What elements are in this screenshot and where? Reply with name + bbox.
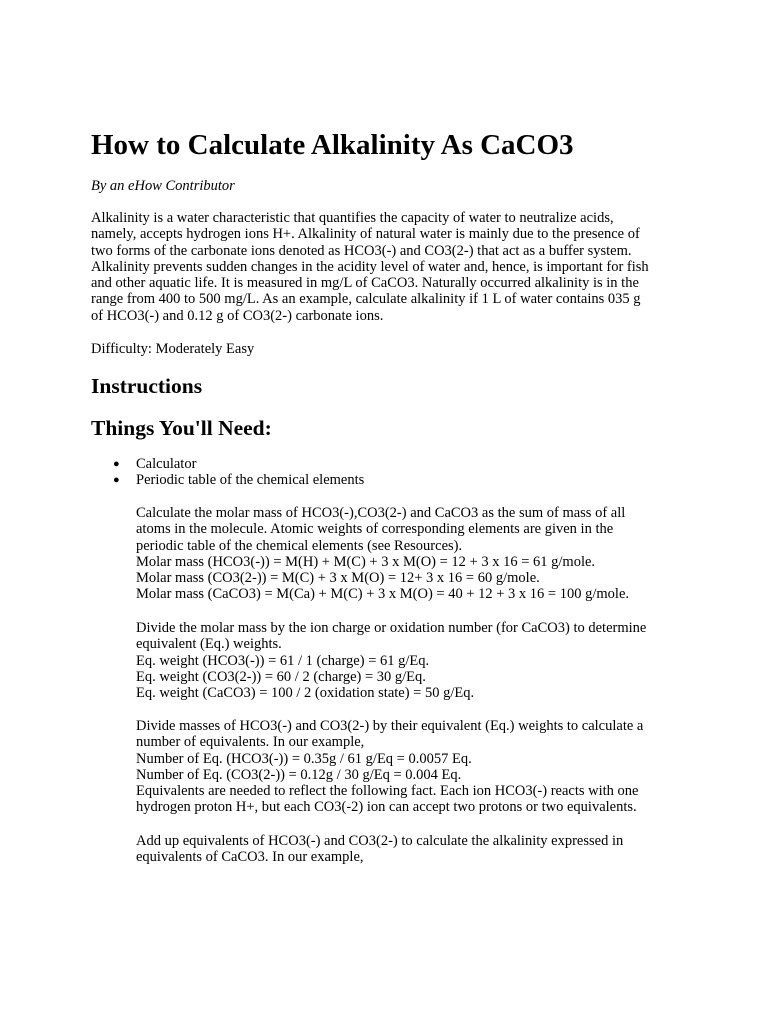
bullet-icon: ● <box>113 474 120 487</box>
step-line: atoms in the molecule. Atomic weights of corresponding elements are given in the <box>136 521 614 538</box>
step-1 <box>136 505 696 603</box>
step-line: Eq. weight (HCO3(-)) = 61 / 1 (charge) = 61 g/Eq. <box>136 652 430 669</box>
bullet-icon: ● <box>113 458 120 470</box>
step-line: Divide the molar mass by the ion charge or oxidation number (for CaCO3) to determine <box>136 620 647 636</box>
intro-line: Alkalinity prevents sudden changes in the acidity level of water and, hence, is important for fish <box>91 258 649 275</box>
things-needed-list <box>91 456 364 489</box>
list-item <box>91 472 364 488</box>
intro-line: two forms of the carbonate ions denoted as HCO3(-) and CO3(2-) that act as a buffer system. <box>91 242 632 259</box>
intro-line: namely, accepts hydrogen ions H+. Alkalinity of natural water is mainly due to the presence of <box>91 226 640 243</box>
list-item-label: Calculator <box>136 456 197 472</box>
step-line: Molar mass (CO3(2-)) = M(C) + 3 x M(O) = 12+ 3 x 16 = 60 g/mole. <box>136 570 540 587</box>
byline: By an eHow Contributor <box>91 178 235 194</box>
page-title: How to Calculate Alkalinity As CaCO3 <box>91 129 574 161</box>
list-item-label: Periodic table of the chemical elements <box>136 472 365 489</box>
instructions-heading: Instructions <box>91 374 203 398</box>
step-line: Number of Eq. (CO3(2-)) = 0.12g / 30 g/Eq = 0.004 Eq. <box>136 766 462 783</box>
step-line: hydrogen proton H+, but each CO3(-2) ion can accept two protons or two equivalents. <box>136 799 637 816</box>
step-line: Number of Eq. (HCO3(-)) = 0.35g / 61 g/Eq = 0.0057 Eq. <box>136 750 472 767</box>
step-line: Eq. weight (CO3(2-)) = 60 / 2 (charge) = 30 g/Eq. <box>136 668 426 685</box>
step-2 <box>136 620 696 701</box>
step-4 <box>136 833 696 866</box>
step-line: number of equivalents. In our example, <box>136 734 365 751</box>
step-line: Equivalents are needed to reflect the following fact. Each ion HCO3(-) reacts with one <box>136 783 639 800</box>
intro-line: of HCO3(-) and 0.12 g of CO3(2-) carbonate ions. <box>91 307 384 324</box>
list-item <box>91 456 364 472</box>
difficulty-text: Difficulty: Moderately Easy <box>91 341 255 357</box>
intro-paragraph <box>91 210 691 324</box>
things-needed-heading: Things You'll Need: <box>91 416 272 440</box>
step-line: periodic table of the chemical elements (see Resources). <box>136 537 463 554</box>
step-line: Divide masses of HCO3(-) and CO3(2-) by their equivalent (Eq.) weights to calculate a <box>136 718 644 734</box>
step-line: Calculate the molar mass of HCO3(-),CO3(2-) and CaCO3 as the sum of mass of all <box>136 505 626 521</box>
step-line: Eq. weight (CaCO3) = 100 / 2 (oxidation state) = 50 g/Eq. <box>136 685 475 702</box>
step-line: equivalents of CaCO3. In our example, <box>136 849 364 866</box>
step-3 <box>136 718 696 816</box>
step-line: Molar mass (HCO3(-)) = M(H) + M(C) + 3 x M(O) = 12 + 3 x 16 = 61 g/mole. <box>136 553 596 570</box>
step-line: Add up equivalents of HCO3(-) and CO3(2-) to calculate the alkalinity expressed in <box>136 833 624 849</box>
intro-line: and other aquatic life. It is measured in mg/L of CaCO3. Naturally occurred alkalinity is in the <box>91 275 639 292</box>
step-line: Molar mass (CaCO3) = M(Ca) + M(C) + 3 x M(O) = 40 + 12 + 3 x 16 = 100 g/mole. <box>136 586 630 603</box>
intro-line: Alkalinity is a water characteristic that quantifies the capacity of water to neutralize acids, <box>91 210 614 226</box>
intro-line: range from 400 to 500 mg/L. As an example, calculate alkalinity if 1 L of water contains 035 g <box>91 291 641 308</box>
step-line: equivalent (Eq.) weights. <box>136 636 282 653</box>
